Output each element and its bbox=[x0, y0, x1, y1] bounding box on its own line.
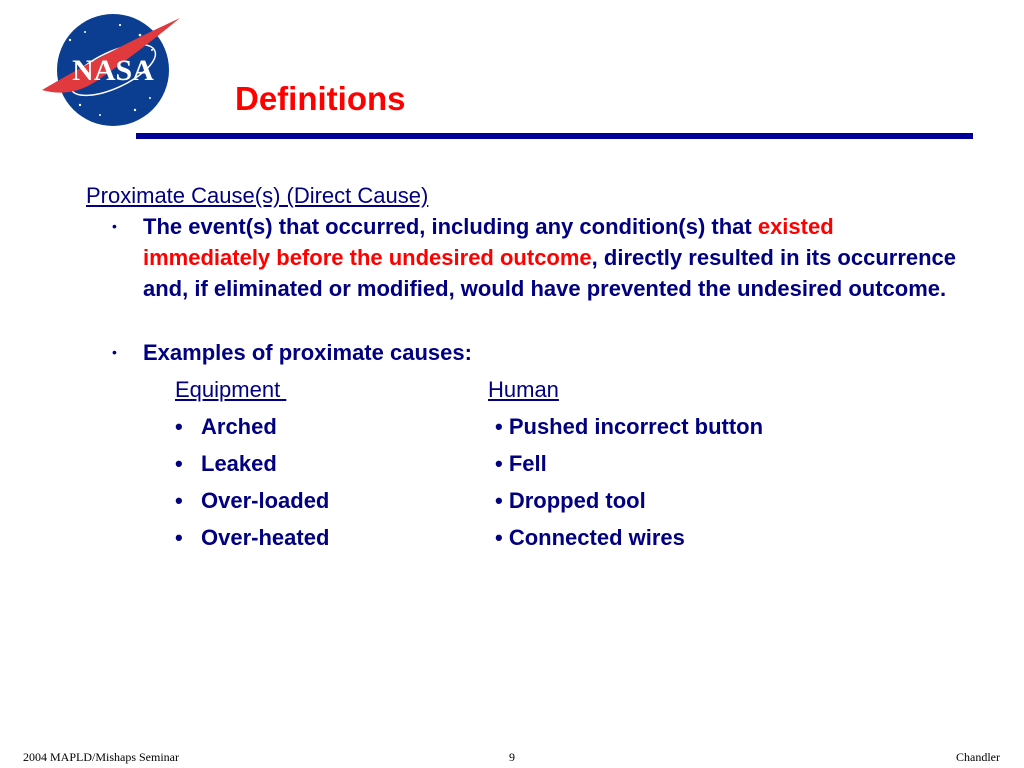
equipment-item: • Over-loaded bbox=[175, 485, 329, 516]
human-heading: Human bbox=[488, 377, 559, 402]
slide-content bbox=[86, 180, 966, 574]
nasa-logo-text: NASA bbox=[72, 54, 154, 87]
footer-event: 2004 MAPLD/Mishaps Seminar bbox=[23, 750, 179, 764]
human-item: • Connected wires bbox=[495, 525, 685, 550]
equipment-item: • Leaked bbox=[175, 448, 277, 479]
bullet-icon: • bbox=[495, 451, 503, 476]
bullet-icon: • bbox=[175, 414, 183, 439]
human-item: • Dropped tool bbox=[495, 488, 646, 513]
section-heading: Proximate Cause(s) (Direct Cause) bbox=[86, 183, 429, 208]
page-title: Definitions bbox=[235, 80, 406, 117]
bullet-icon: • bbox=[112, 218, 117, 234]
bullet-icon: • bbox=[495, 414, 503, 439]
bullet-icon: • bbox=[175, 451, 183, 476]
bullet-icon: • bbox=[175, 525, 183, 550]
footer-page-number: 9 bbox=[509, 750, 515, 764]
definition-text-part2: , directly resulted in its occurrence and, if eliminated or modified, would have prevented the undesired outcome. bbox=[143, 245, 957, 301]
equipment-heading: Equipment bbox=[175, 377, 287, 402]
definition-bullet bbox=[86, 211, 966, 304]
bullet-icon: • bbox=[495, 525, 503, 550]
title-divider bbox=[136, 133, 973, 139]
human-item: • Pushed incorrect button bbox=[495, 414, 764, 439]
human-item: • Fell bbox=[495, 451, 547, 476]
spacer bbox=[86, 304, 966, 337]
equipment-item: • Over-heated bbox=[175, 522, 329, 553]
definition-text-part1: The event(s) that occurred, including any condition(s) that bbox=[143, 214, 758, 239]
bullet-icon: • bbox=[112, 344, 117, 360]
equipment-item: • Arched bbox=[175, 411, 277, 442]
bullet-icon: • bbox=[495, 488, 503, 513]
footer-author: Chandler bbox=[956, 750, 1000, 764]
definition-highlight: existed immediately before the undesired outcome bbox=[143, 214, 834, 270]
examples-bullet bbox=[86, 337, 966, 368]
examples-table bbox=[86, 374, 966, 574]
examples-intro: Examples of proximate causes: bbox=[143, 340, 472, 365]
nasa-logo bbox=[40, 10, 185, 130]
bullet-icon: • bbox=[175, 488, 183, 513]
